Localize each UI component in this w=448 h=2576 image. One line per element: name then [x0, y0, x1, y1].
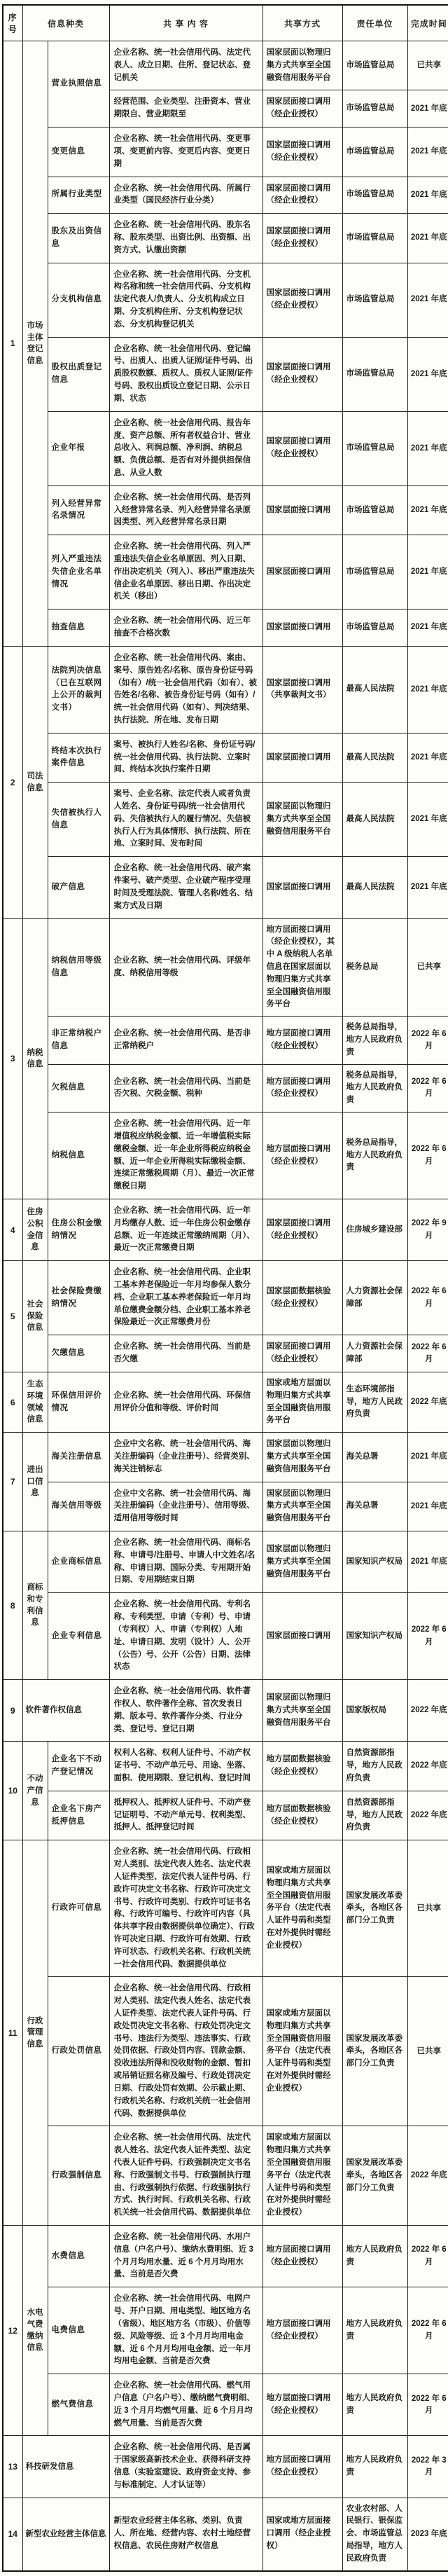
info-type-label: 股权出质登记信息: [48, 337, 109, 411]
table-row: [3, 1433, 448, 1482]
share-method-cell: 国家层面接口调用: [262, 733, 342, 782]
table-row: [3, 646, 448, 733]
info-type-label: 欠缴信息: [48, 1335, 109, 1372]
share-method-cell: 地方层面接口调用（经企业授权）: [262, 1017, 342, 1064]
info-type-label: 所属行业类型: [48, 177, 109, 214]
share-method-cell: 国家层面以物理归集方式共享至全国融资信用服务平台: [262, 783, 342, 857]
completion-time-cell: 2021 年底: [407, 214, 448, 263]
table-row: [3, 128, 448, 177]
table-row: [3, 733, 448, 782]
header-unit: 责任单位: [342, 5, 407, 41]
share-method-cell: 国家层面以物理归集方式共享至全国融资信用服务平台: [262, 1680, 342, 1742]
share-content-cell: 企业名称、统一社会信用代码、所属行业类型（国民经济行业分类）: [109, 177, 262, 214]
responsible-unit-cell: 税务总局指导，地方人民政府负责: [342, 1017, 407, 1064]
responsible-unit-cell: 生态环境部指导，地方人民政府负责: [342, 1372, 407, 1432]
table-row: [3, 857, 448, 918]
completion-time-cell: 2021 年底: [407, 535, 448, 609]
share-method-cell: 地方层面接口调用（经企业授权）: [262, 1113, 342, 1199]
share-content-cell: 企业名称、统一社会信用代码、专利名称、专利类型、申请（专利）号、申请（专利权）人、申请（专利权）人地址、申请日期、发明（设计）人、公开（公告）号、公开（公告）日期、法律状态: [109, 1593, 262, 1680]
responsible-unit-cell: 市场监管总局: [342, 337, 407, 411]
category-label: 商标和专利信息: [22, 1531, 48, 1680]
row-number: 8: [3, 1531, 22, 1680]
completion-time-cell: 2021 年底: [407, 857, 448, 918]
share-method-cell: 国家层面以物理归集方式共享至全国融资信用服务平台: [262, 1482, 342, 1531]
info-type-label: 破产信息: [48, 857, 109, 918]
share-method-cell: 国家层面接口调用（经企业授权）: [262, 90, 342, 128]
share-method-cell: 国家层面接口调用（共享裁判文书）: [262, 646, 342, 733]
responsible-unit-cell: 海关总署: [342, 1482, 407, 1531]
info-type-label: 法院判决信息（已在互联网上公开的裁判文书）: [48, 646, 109, 733]
table-body: [3, 41, 448, 2571]
responsible-unit-cell: 最高人民法院: [342, 646, 407, 733]
table-row: [3, 918, 448, 1017]
share-method-cell: 地方层面接口调用（经企业授权）: [262, 2226, 342, 2287]
category-label: 司法信息: [22, 646, 48, 918]
share-method-cell: 地方层面数据核验（经企业授权）: [262, 1742, 342, 1791]
responsible-unit-cell: 市场监管总局: [342, 41, 407, 90]
share-method-cell: 地方层面接口调用（经企业授权），其中 A 级纳税人名单信息在国家层面以物理归集方式共享至全国融资信用服务平台: [262, 918, 342, 1017]
share-method-cell: 国家或地方层面以物理归集方式共享至全国融资信用服务平台（法定代表人证件号码和类型在对外提供时需经企业授权）: [262, 2126, 342, 2226]
info-type-label: 企业名下不动产登记情况: [48, 1742, 109, 1791]
completion-time-cell: 2023 年底: [407, 2498, 448, 2571]
table-row: [3, 1977, 448, 2126]
completion-time-cell: 2022 年底: [407, 2126, 448, 2226]
responsible-unit-cell: 自然资源部指导，地方人民政府负责: [342, 1742, 407, 1791]
info-type-label: 水费信息: [48, 2226, 109, 2287]
share-content-cell: 企业名称、统一社会信用代码、破产案件案号、破产类型、企业破产程序受理时间及受理法院、管理人名称/姓名、结案方式及日期: [109, 857, 262, 918]
info-type-label: 环保信用评价情况: [48, 1372, 109, 1432]
responsible-unit-cell: 国家知识产权局: [342, 1531, 407, 1593]
info-type-label: 海关注册信息: [48, 1433, 109, 1482]
row-number: 7: [3, 1433, 22, 1531]
category-label: 行政管理信息: [22, 1840, 48, 2226]
row-number: 14: [3, 2498, 22, 2571]
share-method-cell: 国家层面接口调用（经企业授权）: [262, 1199, 342, 1260]
share-content-cell: 企业中文名称、统一社会信用代码、海关注册编码（企业注册号）、信用等级、适用信用等级时间: [109, 1482, 262, 1531]
table-row: [3, 1680, 448, 1742]
table-row: [3, 485, 448, 535]
info-type-label: 住房公积金缴纳情况: [48, 1199, 109, 1260]
completion-time-cell: 2021 年底: [407, 337, 448, 411]
share-content-cell: 企业名称、统一社会信用代码、燃气用户信息（户名户号）、缴纳燃气费明细、近 3 个月月均燃气用量、近 6 个月月均燃气用量、当前是否欠费: [109, 2374, 262, 2436]
completion-time-cell: 2022 年 6 月: [407, 1113, 448, 1199]
completion-time-cell: 已共享: [407, 1977, 448, 2126]
category-label: 住房公积金信息: [22, 1199, 48, 1260]
share-content-cell: 案号、被执行人姓名/名称、身份证号码/统一社会信用代码、执行法院、立案时间、终结本次执行案件日期: [109, 733, 262, 782]
share-content-cell: 企业名称、统一社会信用代码、近一年增值税应纳税金额、近一年增值税实际缴税金额、近一年企业所得税应纳税金额、近一年企业所得税实际缴税金额、连续正常缴税周期（月）、最近一次正常缴税日期: [109, 1113, 262, 1199]
share-content-cell: 企业名称、统一社会信用代码、当前是否欠缴: [109, 1335, 262, 1372]
header-category: 信息种类: [22, 5, 109, 41]
info-type-label: 变更信息: [48, 128, 109, 177]
info-type-label: 列入经营异常名录情况: [48, 485, 109, 535]
category-label: 纳税信息: [22, 918, 48, 1199]
row-number: 9: [3, 1680, 22, 1742]
share-method-cell: 国家层面接口调用: [262, 857, 342, 918]
category-label: 不动产信息: [22, 1742, 48, 1840]
info-type-label: 行政许可信息: [48, 1840, 109, 1977]
row-number: 3: [3, 918, 22, 1199]
category-label: 科技研发信息: [22, 2436, 109, 2498]
completion-time-cell: 已共享: [407, 41, 448, 90]
share-method-cell: 国家层面以物理归集方式共享至全国融资信用服务平台: [262, 1531, 342, 1593]
share-content-cell: 企业名称、统一社会信用代码、分支机构名称和统一社会信用代码、分支机构法定代表人/负责人、分支机构成立日期、分支机构住所、分支机构登记状态、分支机构登记机关: [109, 263, 262, 337]
share-method-cell: 国家层面以物理归集方式共享至全国融资信用服务平台: [262, 1433, 342, 1482]
info-type-label: 行政处罚信息: [48, 1977, 109, 2126]
completion-time-cell: 2022 年底: [407, 1680, 448, 1742]
completion-time-cell: 2021 年底: [407, 411, 448, 485]
completion-time-cell: 2021 年底: [407, 128, 448, 177]
category-label: 水电气费缴纳信息: [22, 2226, 48, 2436]
share-method-cell: 地方层面接口调用（经企业授权）: [262, 1064, 342, 1112]
responsible-unit-cell: 人力资源社会保障部: [342, 1261, 407, 1335]
table-row: [3, 2374, 448, 2436]
completion-time-cell: 2022 年 6 月: [407, 1593, 448, 1680]
table-row: [3, 1742, 448, 1791]
info-type-label: 股东及出资信息: [48, 214, 109, 263]
share-content-cell: 企业名称、统一社会信用代码、是否列入经营异常名录、列入经营异常名录原因类型、列入经营异常名录日期: [109, 485, 262, 535]
table-row: [3, 1017, 448, 1064]
responsible-unit-cell: 市场监管总局: [342, 214, 407, 263]
info-type-label: 失信被执行人信息: [48, 783, 109, 857]
share-content-cell: 企业名称、统一社会信用代码、环保信用评价分值和等级、评价时间: [109, 1372, 262, 1432]
share-content-cell: 企业名称、统一社会信用代码、法定代表人姓名、法定代表人证件类型、法定代表人证件号码、行政强制决定文书名称、行政强制文书号、行政强制执行理由、行政强制执行依据、行政强制执行方式、执行时间、行政机关名称、行政机关统一社会信用代码、数据提供单位: [109, 2126, 262, 2226]
table-row: [3, 535, 448, 609]
responsible-unit-cell: 税务总局指导，地方人民政府负责: [342, 1113, 407, 1199]
share-content-cell: 企业名称、统一社会信用代码、是否属于国家级高新技术企业、获得科研支持信息（实验室建设、政府资金支持、参与标准制定、人才认证等）: [109, 2436, 262, 2498]
responsible-unit-cell: 市场监管总局: [342, 485, 407, 535]
table-row: [3, 41, 448, 90]
table-row: [3, 2498, 448, 2571]
share-content-cell: 权利人名称、权利人证件号、不动产权证书号、不动产单元号、用途、坐落、面积、使用期限、登记机构、登记时间: [109, 1742, 262, 1791]
share-content-cell: 企业名称、统一社会信用代码、行政相对人类别、法定代表人姓名、法定代表人证件类型、法定代表人证件号码、行政处罚决定文书名称、行政处罚决定文书号、违法行为类型、违法事实、行政处罚依据、行政处罚内容、罚款金额、没收违法所得和没收财物的金额、暂扣或吊销证照名称及编号、行政处罚决定日期、行政处罚有效期、公示截止期、行政机关名称、行政机关统一社会信用代码、数据提供单位: [109, 1977, 262, 2126]
responsible-unit-cell: 国家发展改革委牵头，各地区各部门分工负责: [342, 1977, 407, 2126]
responsible-unit-cell: 国家版权局: [342, 1680, 407, 1742]
responsible-unit-cell: 地方人民政府负责: [342, 2436, 407, 2498]
share-method-cell: 国家层面以物理归集方式共享至全国融资信用服务平台: [262, 41, 342, 90]
responsible-unit-cell: 国家发展改革委牵头，各地区各部门分工负责: [342, 2126, 407, 2226]
share-method-cell: 国家层面接口调用（经企业授权）: [262, 177, 342, 214]
responsible-unit-cell: 市场监管总局: [342, 535, 407, 609]
category-label: 生态环境领域信息: [22, 1372, 48, 1432]
table-row: [3, 2436, 448, 2498]
share-method-cell: 国家层面接口调用（经企业授权）: [262, 1335, 342, 1372]
category-label: 新型农业经营主体信息: [22, 2498, 109, 2571]
row-number: 13: [3, 2436, 22, 2498]
responsible-unit-cell: 地方人民政府负责: [342, 2374, 407, 2436]
table-row: [3, 2287, 448, 2374]
responsible-unit-cell: 市场监管总局: [342, 177, 407, 214]
share-content-cell: 企业名称、统一社会信用代码、近三年抽查不合格次数: [109, 609, 262, 647]
completion-time-cell: 2021 年底: [407, 263, 448, 337]
table-row: [3, 263, 448, 337]
info-type-label: 企业商标信息: [48, 1531, 109, 1593]
share-content-cell: 企业名称、统一社会信用代码、行政相对人类别、法定代表人姓名、法定代表人证件类型、法定代表人证件号码、行政许可决定文书名称、行政许可决定文书号、行政许可类别、行政许可证书名称、行政许可编号、行政许可内容（具体共享字段由数据提供单位确定）、行政许可决定日期、行政许可有效期、行政许可状态、行政机关名称、行政机关统一社会信用代码、数据提供单位: [109, 1840, 262, 1977]
share-content-cell: 企业名称、统一社会信用代码、变更事项、变更前内容、变更后内容、变更日期: [109, 128, 262, 177]
table-header-row: [3, 5, 448, 41]
responsible-unit-cell: 国家知识产权局: [342, 1593, 407, 1680]
table-row: [3, 411, 448, 485]
completion-time-cell: 2021 年底: [407, 1531, 448, 1593]
category-label: 软件著作权信息: [22, 1680, 109, 1742]
completion-time-cell: 2022 年 9 月: [407, 1199, 448, 1260]
info-type-label: 企业名下房产抵押信息: [48, 1791, 109, 1840]
info-sharing-table: [2, 4, 448, 2572]
info-type-label: 行政强制信息: [48, 2126, 109, 2226]
info-type-label: 燃气费信息: [48, 2374, 109, 2436]
responsible-unit-cell: 农业农村部、人民银行、银保监会、市场监管总局指导，地方人民政府负责: [342, 2498, 407, 2571]
responsible-unit-cell: 最高人民法院: [342, 857, 407, 918]
completion-time-cell: 2022 年 6 月: [407, 1335, 448, 1372]
category-label: 进出口信息: [22, 1433, 48, 1531]
share-method-cell: 国家层面接口调用（经企业授权）: [262, 214, 342, 263]
completion-time-cell: 2022 年底: [407, 1742, 448, 1791]
row-number: 2: [3, 646, 22, 918]
responsible-unit-cell: 税务总局指导，地方人民政府负责: [342, 1064, 407, 1112]
table-row: [3, 214, 448, 263]
share-method-cell: 国家层面数据核验（经企业授权）: [262, 1261, 342, 1335]
share-method-cell: 地方层面接口调用（经企业授权）: [262, 2287, 342, 2374]
table-row: [3, 1840, 448, 1977]
share-content-cell: 企业名称、统一社会信用代码、股东名称、股东类型、出资比例、出资额、出资方式、认缴出资额: [109, 214, 262, 263]
share-method-cell: 地方层面接口调用（经企业授权）: [262, 2374, 342, 2436]
share-method-cell: 国家层面接口调用: [262, 535, 342, 609]
info-type-label: 营业执照信息: [48, 41, 109, 128]
info-type-label: 企业年报: [48, 411, 109, 485]
info-type-label: 列入严重违法失信企业名单情况: [48, 535, 109, 609]
table-row: [3, 783, 448, 857]
info-type-label: 分支机构信息: [48, 263, 109, 337]
share-method-cell: 国家层面接口调用（经企业授权）: [262, 337, 342, 411]
responsible-unit-cell: 自然资源部指导，地方人民政府负责: [342, 1791, 407, 1840]
table-row: [3, 1593, 448, 1680]
share-content-cell: 企业名称、统一社会信用代码、评级年度、纳税信用等级: [109, 918, 262, 1017]
completion-time-cell: 2021 年底: [407, 485, 448, 535]
header-time: 完成时间: [407, 5, 448, 41]
responsible-unit-cell: 地方人民政府负责: [342, 2287, 407, 2374]
completion-time-cell: 2021 年底: [407, 90, 448, 128]
table-row: [3, 1199, 448, 1260]
header-content: 共 享 内 容: [109, 5, 262, 41]
share-method-cell: 国家层面接口调用: [262, 485, 342, 535]
share-content-cell: 企业名称、统一社会信用代码、是否非正常纳税户: [109, 1017, 262, 1064]
share-content-cell: 企业名称、统一社会信用代码、水用户信息（户名户号）、缴纳水费明细、近 3 个月月均用水量、近 6 个月月均用水量、当前是否欠费: [109, 2226, 262, 2287]
responsible-unit-cell: 最高人民法院: [342, 783, 407, 857]
completion-time-cell: 2021 年底: [407, 783, 448, 857]
table-row: [3, 1372, 448, 1432]
row-number: 12: [3, 2226, 22, 2436]
info-type-label: 欠税信息: [48, 1064, 109, 1112]
share-content-cell: 企业名称、统一社会信用代码、列入严重违法失信企业名单原因、列入日期、作出决定机关（列入）、移出严重违法失信企业名单原因、移出日期、作出决定机关（移出）: [109, 535, 262, 609]
row-number: 10: [3, 1742, 22, 1840]
share-content-cell: 经营范围、企业类型、注册资本、营业期限自、营业期限至: [109, 90, 262, 128]
share-method-cell: 国家或地方层面以物理归集方式共享至全国融资信用服务平台: [262, 1372, 342, 1432]
table-row: [3, 177, 448, 214]
table-row: [3, 1113, 448, 1199]
share-content-cell: 企业名称、统一社会信用代码、软件著作权人、软件著作全称、首次发表日期、版本号、软件著作分类、行业分类、登记号、登记日期: [109, 1680, 262, 1742]
completion-time-cell: 2022 年 3 月: [407, 2436, 448, 2498]
info-type-label: 纳税信息: [48, 1113, 109, 1199]
share-content-cell: 企业名称、统一社会信用代码、企业职工基本养老保险近一年月均参保人数分档、企业职工基本养老保险近一年月均单位缴费金额分档、企业职工基本养老保险最近一次正常缴费月份: [109, 1261, 262, 1335]
share-method-cell: 国家层面接口调用（经企业授权）: [262, 411, 342, 485]
completion-time-cell: 已共享: [407, 918, 448, 1017]
info-type-label: 企业专利信息: [48, 1593, 109, 1680]
share-content-cell: 企业名称、统一社会信用代码、案由、案号、原告姓名/名称、原告身份证号码（如有）/统一社会信用代码（如有）、被告姓名/名称、被告身份证号码（如有）/统一社会信用代码（如有）、判决结果、执行法院、所在地、发布日期: [109, 646, 262, 733]
completion-time-cell: 2022 年 6 月: [407, 1261, 448, 1335]
category-label: 市场主体登记信息: [22, 41, 48, 647]
share-method-cell: 国家或地方层面以物理归集方式共享至全国融资信用服务平台（法定代表人证件号码和类型在对外提供时需经企业授权）: [262, 1977, 342, 2126]
info-type-label: 抽查信息: [48, 609, 109, 647]
completion-time-cell: 2021 年底: [407, 646, 448, 733]
completion-time-cell: 2021 年底: [407, 177, 448, 214]
completion-time-cell: 已共享: [407, 1840, 448, 1977]
info-type-label: 纳税信用等级信息: [48, 918, 109, 1017]
completion-time-cell: 2022 年 6 月: [407, 1017, 448, 1064]
responsible-unit-cell: 市场监管总局: [342, 90, 407, 128]
row-number: 6: [3, 1372, 22, 1432]
table-row: [3, 1261, 448, 1335]
completion-time-cell: 2022 年 6 月: [407, 2226, 448, 2287]
share-content-cell: 新型农业经营主体名称、类别、负责人、所在地、经营内容、农村土地经营权信息、农民住房财产权信息: [109, 2498, 262, 2571]
table-row: [3, 1791, 448, 1840]
table-row: [3, 1482, 448, 1531]
row-number: 11: [3, 1840, 22, 2226]
row-number: 1: [3, 41, 22, 647]
info-type-label: 终结本次执行案件信息: [48, 733, 109, 782]
completion-time-cell: 2021 年底: [407, 1433, 448, 1482]
share-method-cell: 国家或地方层面接口调用（经企业授权）: [262, 2498, 342, 2571]
completion-time-cell: 2022 年底: [407, 1791, 448, 1840]
table-row: [3, 1064, 448, 1112]
responsible-unit-cell: 市场监管总局: [342, 128, 407, 177]
row-number: 4: [3, 1199, 22, 1260]
responsible-unit-cell: 海关总署: [342, 1433, 407, 1482]
table-row: [3, 2126, 448, 2226]
responsible-unit-cell: 市场监管总局: [342, 609, 407, 647]
completion-time-cell: 2022 年底: [407, 1372, 448, 1432]
share-method-cell: 国家层面接口调用（经企业授权）: [262, 263, 342, 337]
responsible-unit-cell: 最高人民法院: [342, 733, 407, 782]
category-label: 社会保险信息: [22, 1261, 48, 1372]
info-type-label: 电费信息: [48, 2287, 109, 2374]
share-method-cell: 地方层面接口调用（经企业授权）: [262, 2436, 342, 2498]
share-method-cell: 地方层面数据核验（经企业授权）: [262, 1791, 342, 1840]
share-method-cell: 国家层面接口调用: [262, 609, 342, 647]
completion-time-cell: 2021 年底: [407, 609, 448, 647]
share-content-cell: 抵押权人、抵押权人证件号、不动产登记证明号、不动产单元号、权利类型、抵押人、抵押登记时间: [109, 1791, 262, 1840]
share-content-cell: 企业名称、统一社会信用代码、当前是否欠税、欠税金额、税种: [109, 1064, 262, 1112]
share-content-cell: 案号、企业名称、法定代表人或者负责人姓名、身份证号码/统一社会信用代码、失信被执行人的履行情况、失信被执行人行为具体情形、执行法院、所在地、立案时间、发布时间: [109, 783, 262, 857]
responsible-unit-cell: 地方人民政府负责: [342, 2226, 407, 2287]
share-content-cell: 企业名称、统一社会信用代码、登记编号、出质人、出质人证照/证件号码、出质股权数额、质权人、质权人证照/证件号码、股权出质设立登记日期、公示日期、状态: [109, 337, 262, 411]
responsible-unit-cell: 人力资源社会保障部: [342, 1335, 407, 1372]
info-type-label: 社会保险费缴纳情况: [48, 1261, 109, 1335]
share-method-cell: 国家层面接口调用（经企业授权）: [262, 128, 342, 177]
share-content-cell: 企业名称、统一社会信用代码、法定代表人、成立日期、住所、登记状态、登记机关: [109, 41, 262, 90]
table-row: [3, 1335, 448, 1372]
responsible-unit-cell: 税务总局: [342, 918, 407, 1017]
row-number: 5: [3, 1261, 22, 1372]
info-type-label: 海关信用等级: [48, 1482, 109, 1531]
header-method: 共享方式: [262, 5, 342, 41]
share-content-cell: 企业名称、统一社会信用代码、报告年度、资产总额、所有者权益合计、营业总收入、利润总额、净利润、纳税总额、负债总额、是否有对外提供担保信息、从业人数: [109, 411, 262, 485]
table-row: [3, 609, 448, 647]
share-content-cell: 企业中文名称、统一社会信用代码、海关注册编码（企业注册号）、经营类别、海关注销标志: [109, 1433, 262, 1482]
table-row: [3, 1531, 448, 1593]
completion-time-cell: 2021 年底: [407, 733, 448, 782]
share-method-cell: 国家层面接口调用: [262, 1593, 342, 1680]
table-row: [3, 337, 448, 411]
share-method-cell: 国家或地方层面以物理归集方式共享至全国融资信用服务平台（法定代表人证件号码和类型在对外提供时需经企业授权）: [262, 1840, 342, 1977]
completion-time-cell: 2022 年 6 月: [407, 2287, 448, 2374]
responsible-unit-cell: 国家发展改革委牵头，各地区各部门分工负责: [342, 1840, 407, 1977]
responsible-unit-cell: 住房城乡建设部: [342, 1199, 407, 1260]
share-content-cell: 企业名称、统一社会信用代码、近一年月均缴存人数、近一年住房公积金缴存总额、近一年连续正常缴纳周期（月）、最近一次正常缴费日期: [109, 1199, 262, 1260]
completion-time-cell: 2021 年底: [407, 1482, 448, 1531]
responsible-unit-cell: 市场监管总局: [342, 411, 407, 485]
responsible-unit-cell: 市场监管总局: [342, 263, 407, 337]
completion-time-cell: 2022 年 6 月: [407, 2374, 448, 2436]
table-row: [3, 2226, 448, 2287]
share-content-cell: 企业名称、统一社会信用代码、电网户号、开户日期、用电类型、地区地方名（省级）、地区地方名（市级）、价值等级、风险等级、近 3 个月月均用电金额、近 6 个月月均用电金额、近一年月均用电金额、当前是否欠费: [109, 2287, 262, 2374]
info-type-label: 非正常纳税户信息: [48, 1017, 109, 1064]
completion-time-cell: 2022 年 6 月: [407, 1064, 448, 1112]
header-no: 序号: [3, 5, 22, 41]
share-content-cell: 企业名称、统一社会信用代码、商标名称、申请号/注册号、申请人中文姓名/名称、申请日期、国际分类、专用期开始日期、专用期结束日期: [109, 1531, 262, 1593]
